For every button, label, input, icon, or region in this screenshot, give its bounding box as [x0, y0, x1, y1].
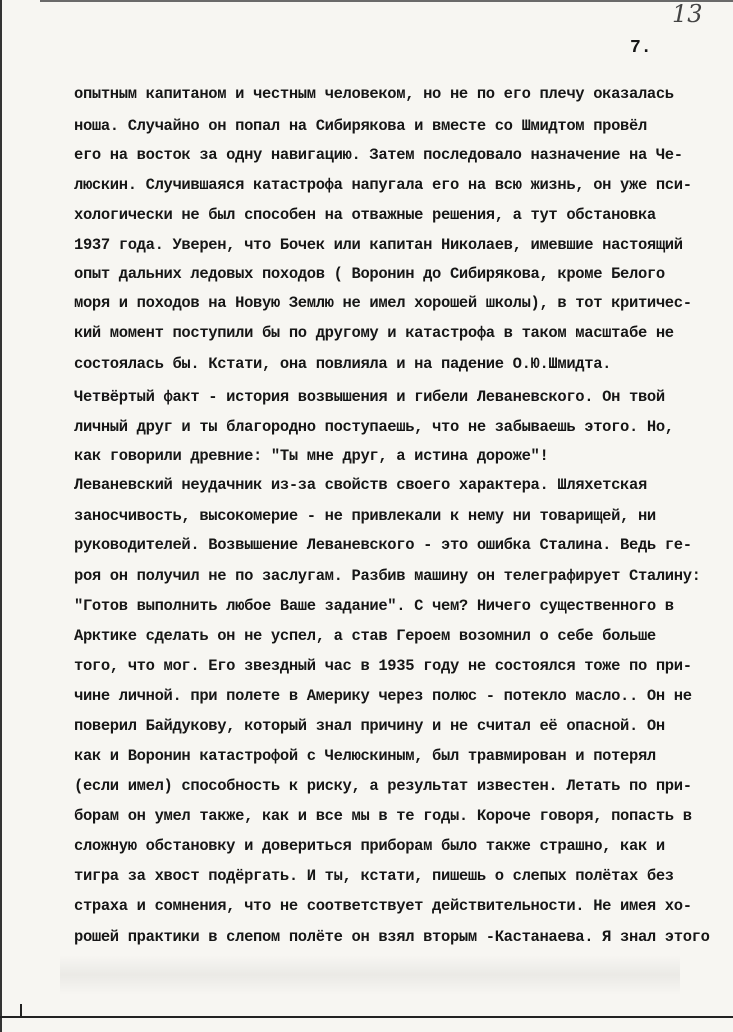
text-line: борам он умел также, как и все мы в те годы. Короче говоря, попасть в: [74, 807, 692, 825]
text-line: руководителей. Возвышение Леваневского - это ошибка Сталина. Ведь ге-: [74, 536, 692, 554]
page-bottom-edge: [0, 1016, 733, 1018]
text-line: сложную обстановку и довериться приборам было также страшно, как и: [74, 837, 665, 855]
text-line: личный друг и ты благородно поступаешь, что не забываешь этого. Но,: [74, 418, 674, 436]
page-left-edge: [0, 0, 2, 1032]
text-line: 1937 года. Уверен, что Бочек или капитан Николаев, имевшие настоящий: [74, 236, 683, 254]
text-line: опыт дальних ледовых походов ( Воронин до Сибирякова, кроме Белого: [74, 265, 665, 283]
page-top-edge: [40, 0, 733, 2]
text-line: страха и сомнения, что не соответствует действительности. Не имея хо-: [74, 897, 692, 915]
text-line: поверил Байдукову, который знал причину и не считал её опасной. Он: [74, 717, 665, 735]
text-line: Четвёртый факт - история возвышения и гибели Леваневского. Он твой: [74, 388, 665, 406]
handwritten-page-mark: 13: [672, 0, 703, 28]
text-line: (если имел) способность к риску, а результат известен. Летать по при-: [74, 777, 692, 795]
text-line: кий момент поступили бы по другому и катастрофа в таком масштабе не: [74, 324, 674, 342]
text-line: как говорили древние: "Ты мне друг, а истина дороже"!: [74, 447, 549, 465]
text-line: ноша. Случайно он попал на Сибирякова и вместе со Шмидтом провёл: [74, 117, 647, 135]
text-line: хологически не был способен на отважные решения, а тут обстановка: [74, 206, 656, 224]
text-line: "Готов выполнить любое Ваше задание". С чем? Ничего существенного в: [74, 597, 674, 615]
text-line: заносчивость, высокомерие - не привлекали к нему ни товарищей, ни: [74, 507, 656, 525]
text-line: рошей практики в слепом полёте он взял вторым -Кастанаева. Я знал этого: [74, 928, 710, 946]
text-line: роя он получил не по заслугам. Разбив машину он телеграфирует Сталину:: [74, 567, 701, 585]
text-line: состоялась бы. Кстати, она повлияла и на падение О.Ю.Шмидта.: [74, 355, 612, 373]
text-line: тигра за хвост подёргать. И ты, кстати, пишешь о слепых полётах без: [74, 867, 674, 885]
text-line: Леваневский неудачник из-за свойств своего характера. Шляхетская: [74, 476, 647, 494]
text-line: опытным капитаном и честным человеком, но не по его плечу оказалась: [74, 85, 674, 103]
text-line: как и Воронин катастрофой с Челюскиным, был травмирован и потерял: [74, 747, 656, 765]
text-line: люскин. Случившаяся катастрофа напугала его на всю жизнь, он уже пси-: [74, 176, 692, 194]
text-line: чине личной. при полете в Америку через полюс - потекло масло.. Он не: [74, 687, 692, 705]
text-line: того, что мог. Его звездный час в 1935 году не состоялся тоже по при-: [74, 657, 692, 675]
text-line: его на восток за одну навигацию. Затем последовало назначение на Че-: [74, 146, 683, 164]
text-line: Арктике сделать он не успел, а став Героем возомнил о себе больше: [74, 627, 656, 645]
page-bottom-edge-tick: [20, 1004, 22, 1018]
bleed-through-shadow: [60, 955, 680, 995]
page-number: 7.: [630, 38, 652, 58]
text-line: моря и походов на Новую Землю не имел хорошей школы), в тот критичес-: [74, 294, 692, 312]
